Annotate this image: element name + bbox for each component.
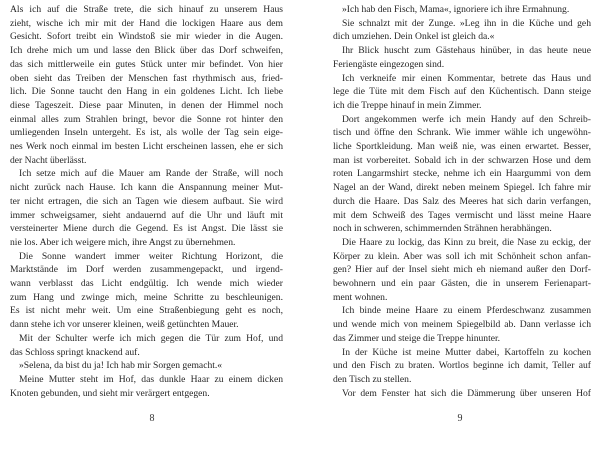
text-line: Feriengäste eingezogen sind. [333,58,445,70]
text-line: dann stehe ich vor unserer kleinen, weiß getünchten Mauer. [10,319,239,331]
text-line: ter nicht ertragen, die sich an Tagen wie diesem aufbaut. Sie wird [10,195,283,207]
text-line: liche Sportkleidung. Man weiß nie, was einen erwartet. Besser, [333,141,591,153]
text-line: Vor dem Fenster hat sich die Dämmerung über unseren Hof [342,387,591,399]
paragraph [10,167,283,249]
text-line: roten Langarmshirt stecke, nehme ich ein Haargummi von dem [333,168,591,180]
text-line: Marktstände im Dorf werden zusammengepackt, und irgend- [10,264,283,276]
paragraph [333,387,591,401]
text-line: Ich binde meine Haare zu einem Pferdeschwanz zusammen [342,305,591,317]
paragraph [333,346,591,387]
text-line: den Tisch zu stellen. [333,373,412,385]
page-number: 8 [149,413,155,424]
text-line: Als ich auf die Straße trete, die sich hinauf zu unserem Haus [10,4,283,15]
text-line: durch die Haare. Das Salz des Meeres hat sich darin verfangen, [333,195,591,207]
text-line: lich. Die Sonne taucht den Hang in ein goldenes Licht. Ich liebe [10,86,283,98]
page-left [10,3,283,400]
text-line: und wende mich von meinem Spiegelbild ab. Dann verlasse ich [333,319,591,331]
text-line: man ist vorbereitet. Sobald ich in der schwarzen Hose und dem [333,154,591,166]
text-line: Gesicht. Sofort treibt ein Windstoß sie mir wieder in die Augen. [10,31,283,43]
text-line: das sich mittlerweile ein gutes Stück unter mir befindet. Von hier [10,58,283,70]
text-line: dich umziehen. Dein Onkel ist gleich da.« [333,31,495,43]
text-line: Nagel an der Wand, direkt neben meinem Spiegel. Ich fahre mir [333,182,591,194]
text-line: bewohnern und ein paar Gästen, die in unserem Ferienapart- [333,278,591,290]
text-line: Die Haare zu lockig, das Kinn zu breit, die Nase zu eckig, der [342,236,591,248]
page-right [333,3,591,400]
text-line: ment wohnen. [333,291,388,303]
text-line: tisch und öffne den Schrank. Wie immer wähle ich ungewöhn- [333,127,591,139]
text-line: ich die Treppe hinauf in mein Zimmer. [333,99,482,111]
text-line: nie los. Aber ich weigere mich, ihre Angst zu übernehmen. [10,236,236,248]
text-line: das Schloss springt knackend auf. [10,346,140,358]
text-line: nes Werk noch einmal im besten Licht erscheinen lassen, ehe er sich [10,141,283,153]
text-line: Ich verkneife mir einen Kommentar, betrete das Haus und [342,72,591,84]
page-number: 9 [457,413,463,424]
text-line: mit dem Schweiß des Tages vermischt und lässt meine Haare [333,209,591,221]
text-line: Dort angekommen werfe ich mein Handy auf den Schreib- [342,113,591,125]
text-line: Knoten gebunden, und sieht mir verärgert entgegen. [10,387,210,399]
paragraph [10,332,283,359]
text-line: »Ich hab den Fisch, Mama«, ignoriere ich ihre Ermahnung. [342,4,570,15]
text-line: und den Fisch zu braten. Wortlos beginne ich damit, Teller auf [333,360,591,372]
text-line: »Selena, da bist du ja! Ich hab mir Sorgen gemacht.« [19,360,223,372]
paragraph [10,359,283,373]
text-line: zieht, wische ich mir mit der Hand die lockigen Haare aus dem [10,17,283,29]
text-line: das Zimmer und steige die Treppe hinunter. [333,332,501,344]
paragraph [333,3,591,17]
text-line: diese Tageszeit. Diese paar Minuten, in denen der Himmel noch [10,99,283,111]
text-line: gen? Hier auf der Insel sieht mich eh niemand außer den Dorf- [333,264,591,276]
paragraph [10,250,283,332]
text-line: immer schweigsamer, sieht andauernd auf die Uhr und läuft mit [10,209,283,221]
text-line: Meine Mutter steht im Hof, das dunkle Haar zu einem dicken [19,373,283,385]
text-line: Sie schnalzt mit der Zunge. »Leg ihn in die Küche und geh [342,17,591,29]
text-line: umliegenden Inseln untergeht. Es ist, als wolle der Tag sein eige- [10,127,283,139]
text-line: Ihr Blick huscht zum Gästehaus hinüber, in das heute neue [342,45,591,57]
paragraph [333,304,591,345]
text-line: lege die Tüte mit dem Fisch auf den Küchentisch. Dann steige [333,86,591,98]
text-line: zum Hang und zwinge mich, meine Schritte zu beschleunigen. [10,291,283,303]
text-line: der Nacht überlässt. [10,154,87,166]
text-line: In der Küche ist meine Mutter dabei, Kartoffeln zu kochen [342,346,591,358]
paragraph [333,113,591,236]
paragraph [333,236,591,305]
text-line: einmal alles zum Strahlen bringt, bevor die Sonne rot hinter den [10,113,283,125]
text-line: Körper zu klein. Aber was soll ich mit Schönheit schon anfan- [333,250,591,262]
text-line: noch in schweren, schimmernden Strähnen herabhängen. [333,223,552,235]
paragraph [10,373,283,400]
text-line: versteinerter Miene durch die Gegend. Es ist Angst. Die lässt sie [10,223,283,235]
paragraph [333,44,591,71]
text-line: wann verblasst das Licht endgültig. Ich wende mich wieder [10,278,283,290]
paragraph [333,17,591,44]
text-line: nicht zurück nach Hause. Ich kann die Anspannung meiner Mut- [10,182,283,194]
text-line: Ich setze mich auf die Mauer am Rande der Straße, will noch [19,168,283,180]
paragraph [333,72,591,113]
text-line: Die Sonne wandert immer weiter Richtung Horizont, die [19,250,283,262]
text-line: Mit der Schulter werfe ich mich gegen die Tür zum Hof, und [19,332,283,344]
text-line: Es ist nicht mehr weit. Um eine Straßenbiegung geht es noch, [10,305,283,317]
paragraph [10,3,283,167]
text-line: Ich drehe mich um und lasse den Blick über das Dorf schweifen, [10,45,283,57]
text-line: oben sieht das Treiben der Menschen fast rhythmisch aus, fried- [10,72,283,84]
